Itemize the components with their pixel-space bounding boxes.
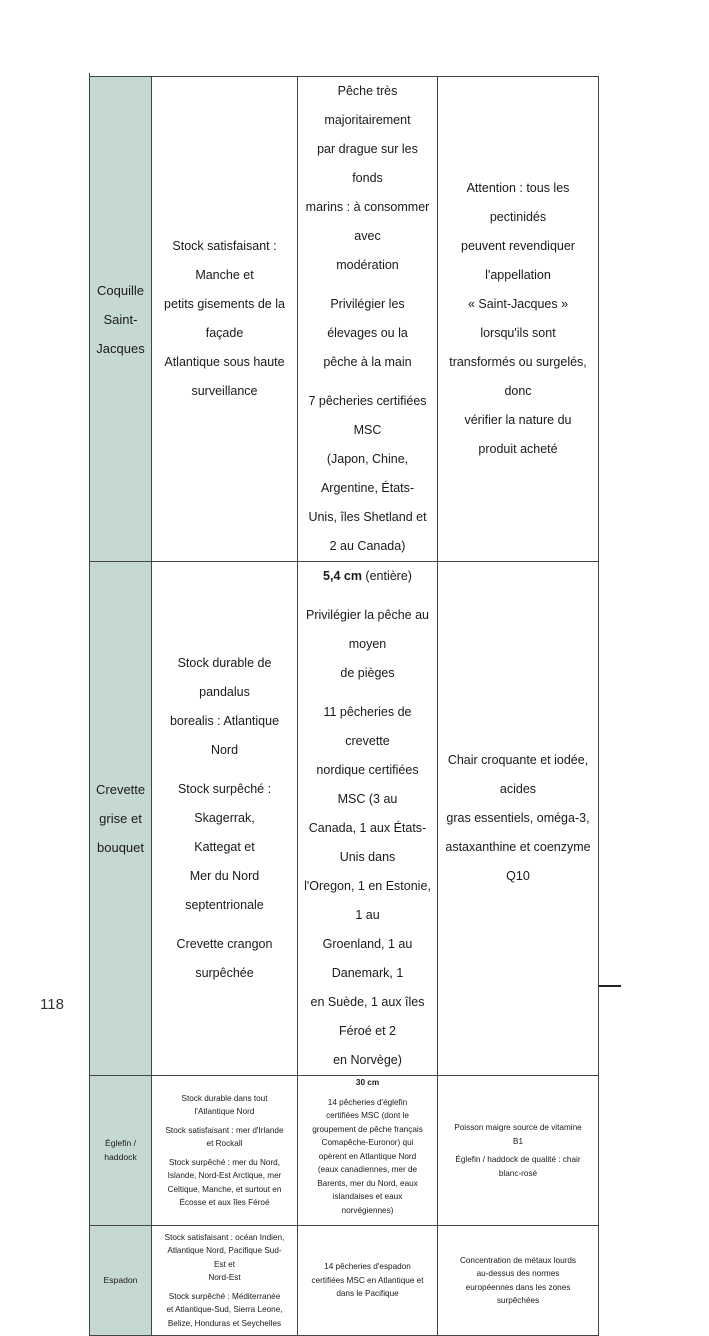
fishing-cell [298,77,438,562]
fishing-method: Pêche très majoritairement par drague sur les fonds marins : à consommer avec modération [305,84,430,272]
table-row [90,1226,599,1336]
minimum-size: 30 cm [355,1078,380,1087]
page-number: 118 [40,996,64,1013]
nutrition-note: Concentration de métaux lourds au-dessus des normes européennes dans les zones surpêchées [459,1255,577,1305]
species-name: Églefin / haddock [104,1138,137,1162]
stock-cell [152,77,298,562]
table-row [90,77,599,562]
stock-status: Stock satisfaisant : océan Indien, Atlantique Nord, Pacifique Sud- Est et Nord-Est [164,1232,285,1283]
stock-status: Stock durable de pandalus borealis : Atlantique Nord [169,656,280,757]
species-cell [90,562,152,1076]
note-cell [438,1226,599,1336]
table-row [90,562,599,1076]
size-note: (entière) [361,569,412,583]
stock-status: Crevette crangon surpêchée [176,937,273,980]
fishing-cell [298,1076,438,1226]
species-cell [90,1226,152,1336]
note-cell [438,77,599,562]
nutrition-note: Poisson maigre source de vitamine B1 [454,1123,582,1146]
nutrition-note: Attention : tous les pectinidés peuvent revendiquer l'appellation « Saint-Jacques » lorsqu'ils sont transformés ou surgelés, donc vérifier la nature du produit acheté [449,181,587,456]
species-cell [90,77,152,562]
stock-status: Stock durable dans tout l'Atlantique Nord [181,1093,268,1116]
msc-certifications: 14 pêcheries d'églefin certifiées MSC (dont le groupement de pêche français Comapêche-Euronor) qui opèrent en Atlantique Nord (eaux canadiennes, mer de Barents, mer du Nord, eaux islandaises et eaux norvégiennes) [312,1097,423,1215]
quality-note: Églefin / haddock de qualité : chair blanc-rosé [455,1155,581,1178]
msc-certifications: 7 pêcheries certifiées MSC (Japon, Chine, Argentine, États- Unis, îles Shetland et 2 au Canada) [308,394,427,553]
stock-status: Stock surpêché : Méditerranée et Atlantique-Sud, Sierra Leone, Belize, Honduras et Seychelles [166,1291,283,1328]
stock-cell [152,1076,298,1226]
page-dash [599,985,621,987]
stock-status: Stock satisfaisant : mer d'Irlande et Rockall [165,1125,284,1148]
stock-status: Stock surpêché : mer du Nord, Islande, Nord-Est Arctique, mer Celtique, Manche, et surtout en Écosse et aux îles Féroé [167,1157,282,1207]
stock-status: Stock satisfaisant : Manche et petits gisements de la façade Atlantique sous haute surveillance [164,239,285,398]
fishing-cell [298,1226,438,1336]
species-cell [90,1076,152,1226]
nutrition-note: Chair croquante et iodée, acides gras essentiels, oméga-3, astaxanthine et coenzyme Q10 [445,753,591,883]
note-cell [438,562,599,1076]
species-name: Coquille Saint- Jacques [96,282,145,356]
table-row [90,1076,599,1226]
stock-cell [152,1226,298,1336]
stock-status: Stock surpêché : Skagerrak, Kattegat et Mer du Nord septentrionale [177,782,272,912]
species-name: Espadon [103,1274,138,1285]
fishing-advice: Privilégier la pêche au moyen de pièges [306,608,429,680]
fishing-cell [298,562,438,1076]
stock-cell [152,562,298,1076]
fishing-advice: Privilégier les élevages ou la pêche à la main [323,297,412,369]
fish-guide-table [89,76,599,1336]
species-name: Crevette grise et bouquet [96,782,146,855]
msc-certifications: 14 pêcheries d'espadon certifiées MSC en Atlantique et dans le Pacifique [311,1262,424,1299]
note-cell [438,1076,599,1226]
msc-certifications: 11 pêcheries de crevette nordique certifiées MSC (3 au Canada, 1 aux États-Unis dans l'Oregon, 1 en Estonie, 1 au Groenland, 1 au Danemark, 1 en Suède, 1 aux îles Féroé et 2 en Norvège) [304,705,431,1067]
minimum-size: 5,4 cm [323,569,362,583]
